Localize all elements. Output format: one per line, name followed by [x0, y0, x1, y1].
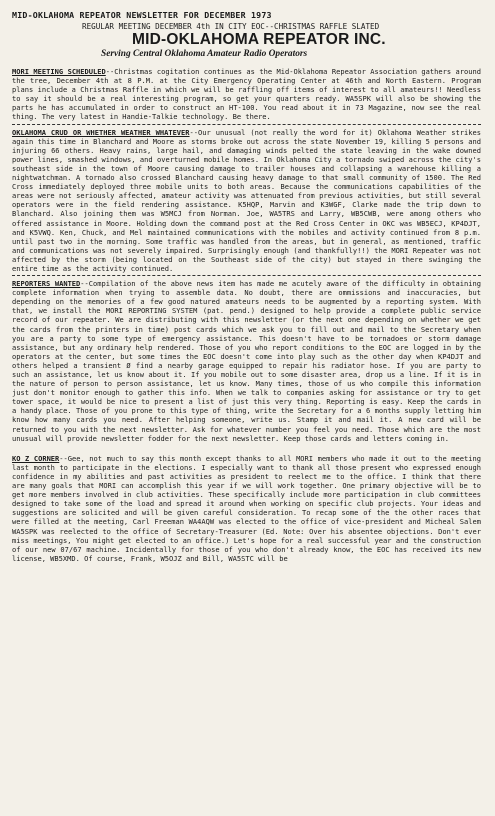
masthead — [12, 10, 481, 59]
section-heading: REPORTERS WANTED — [12, 279, 81, 289]
masthead-top-line: MID-OKLAHOMA REPEATOR NEWSLETTER FOR DECEMBER 1973 — [12, 10, 272, 20]
section-body: --Gee, not much to say this month except thanks to all MORI members who made it out to the meeting last month to participate in the elections. I especially want to thank all those present who expressed enough confidence in my abilities and past activities as president to reelect me to the office. I think that there are many goals that MORI can accomplish this year if we will work together. One primary objective will be to get more members involved in club activities. These specifically include more participation in club committees designed to take some of the load and spread it around when working on specific club projects. Your ideas and suggestions are solicited and will be given careful consideration. To recap some of the the other races that were filled at the meeting, Carl Freeman WA4AQW was elected to the office of vice-president and Micheal Salem WA5SPK was reelected to the office of Secretary-Treasurer (Ed. Note: Over his absentee objections. Don't ever miss meetings, You might get elected to an office.) Let's hope for a real successful year and the construction of our new 07/67 machine. Incidentally for those of you who don't already know, the EOC has received its new license, WB5XMD. Of course, Frank, W5OJZ and Bill, WA5STC will be — [12, 453, 481, 563]
section-body: --Compilation of the above news item has made me acutely aware of the difficulty in obtaining complete information when trying to assemble data. No doubt, there are ommissions and inaccuracies, but depending on the memories of a few good natured amateurs needs to be augmented by a reporting system. With that, we install the MORI REPORTING SYSTEM (pat. pend.) designed to help provide a complete public service record of our repeater. We are distributing with this newsletter (or the next one depending on whether we get the cards from the printers in time) post cards which we ask you to fill out and mail to the Secretary when you are a party to some type of emergency assistance. This doesn't have to be tornadoes or storm damage assistance, but any ordinary help rendered. Those of you who report conditions to the EOC are logged in by the operators at the center, but some times the EOC doesn't come into play such as the other day when KP4DJT and others helped a transient Ø find a nearby garage equipped to repair his radiator hose. If you are party to such an assistance, let us know about it. If you mobile out to some disaster area, drop us a line. If it is in the nature of person to person assistance, let us know. Many times, those of us who compile this information just don't monitor enough to gather this info. When we talk to companies asking for assistance or try to get tower space, it would be nice to present a list of just this very thing. Reporting is easy. Keep the cards in a handy place. Those of you prone to this type of thing, write the Secretary for a 6 months supply letting him know how many cards you need. After helping someone, write us. Stamp it and mail it. A new card will be returned to you with the next newsletter. Ask for whatever number you feel you need. Those which are the most unusual will provide newsletter fodder for the next newsletter. Keep those cards and letters coming in. — [12, 279, 481, 443]
newsletter-body — [12, 67, 481, 563]
section-body: --Our unusual (not really the word for it) Oklahoma Weather strikes again this time in Blanchard and Moore as storms broke out across the state November 19, killing 5 persons and injuring 66 others. Heavy rains, large hail, and damaging winds pelted the state leaving in the wake downed power lines, smashed windows, and overturned mobile homes. In Oklahoma City a tornado swiped across the city's southeast side in the town of Moore causing damage to trailer houses and collapsing a warehouse killing a nightwatchman. A tornado also crossed Blanchard causing heavy damage to that small community of 1500. The Red Cross immediately deployed three mobile units to both areas. Because the communications capabilities of the areas were not seriously affected, amateur activity was attenuated from previous activities, but still several operators were in the field rendering assistance. K5HQP, Marvin and K3WGF, Clarke made the trip down to Blanchard. Also joining them was W5MCJ from Norman. Joe, WA5TRS and Larry, WB5CWB, were among others who offered assistance in Moore. Holding down the command post at the Red Cross Center in OKC was WB5ECJ, KP4DJT, and K5VWQ. Ken, Chuck, and Mel maintained communications with the mobiles and activity continued from 8 p.m. until past two in the morning. Some traffic was handled from the areas, but in general, as mentioned, traffic and communications was not severely impaired. Surprisingly enough (and thankfully!!) the MORI Repeater was not affected by the storm (being located on the Southeast side of the city) but stayed in there swinging the entire time as the activity continued. — [12, 127, 481, 273]
section-reporters-wanted — [12, 279, 481, 443]
section-body: --Christmas cogitation continues as the Mid-Oklahoma Repeator Association gathers around the tree, December 4th at 8 P.M. at the City Emergency Operating Center at 46th and North Eastern. Program plans include a Christmas Raffle in which we will be raffling off items of interest to all amateurs!! Needless to say it should be a real interesting program, so get your quarters ready. WA5SPK will also be showing the parts he has accumulated in order to construct an HT-100. You read about it in 73 Magazine, now see the real thing. The very latest in Handie-Talkie technology. Be there. — [12, 67, 481, 122]
section-heading: OKLAHOMA CRUD OR WHETHER WEATHER WHATEVER — [12, 127, 190, 137]
section-divider — [12, 124, 481, 125]
masthead-title: MID-OKLAHOMA REPEATOR INC. — [132, 31, 386, 48]
section-heading: KO Z CORNER — [12, 453, 60, 463]
section-divider — [12, 275, 481, 276]
section-weather — [12, 128, 481, 274]
section-heading: MORI MEETING SCHEDULED — [12, 67, 106, 76]
masthead-subtitle: Serving Central Oklahoma Amateur Radio Operators — [101, 49, 308, 59]
masthead-meeting-line: REGULAR MEETING DECEMBER 4th IN CITY EOC--CHRISTMAS RAFFLE SLATED — [82, 22, 380, 31]
section-koz-corner — [12, 454, 481, 563]
section-mori-meeting — [12, 67, 481, 122]
